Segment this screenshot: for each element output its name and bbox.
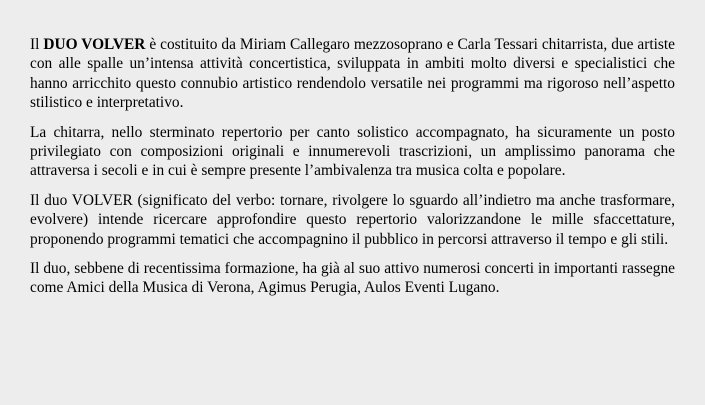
band-name: DUO VOLVER	[43, 36, 146, 53]
paragraph-guitar-repertoire: La chitarra, nello sterminato repertorio per canto solistico accompagnato, ha sicuramente un posto privilegiato con composizioni originali e innumerevoli trascrizioni, un amplissimo panorama che attraversa i secoli e in cui è sempre presente l’ambivalenza tra musica colta e popolare.	[30, 123, 675, 180]
biography-text	[30, 35, 675, 308]
paragraph-concerts: Il duo, sebbene di recentissima formazione, ha già al suo attivo numerosi concerti in importanti rassegne come Amici della Musica di Verona, Agimus Perugia, Aulos Eventi Lugano.	[30, 260, 675, 297]
intro-body: è costituito da Miriam Callegaro mezzosoprano e Carla Tessari chitarrista, due artiste con alle spalle un’intensa attività concertistica, sviluppata in ambiti molto diversi e specialistici che hanno arricchito questo connubio artistico rendendolo versatile nei programmi ma rigoroso nell’aspetto stilistico e interpretativo.	[30, 36, 675, 112]
paragraph-intro	[30, 35, 675, 113]
intro-prefix: Il	[30, 36, 44, 53]
paragraph-duo-meaning: Il duo VOLVER (significato del verbo: tornare, rivolgere lo sguardo all’indietro ma anche trasformare, evolvere) intende ricercare approfondire questo repertorio valorizzandone le mille sfaccettature, proponendo programmi tematici che accompagnino il pubblico in percorsi attraverso il tempo e gli stili.	[30, 191, 675, 248]
